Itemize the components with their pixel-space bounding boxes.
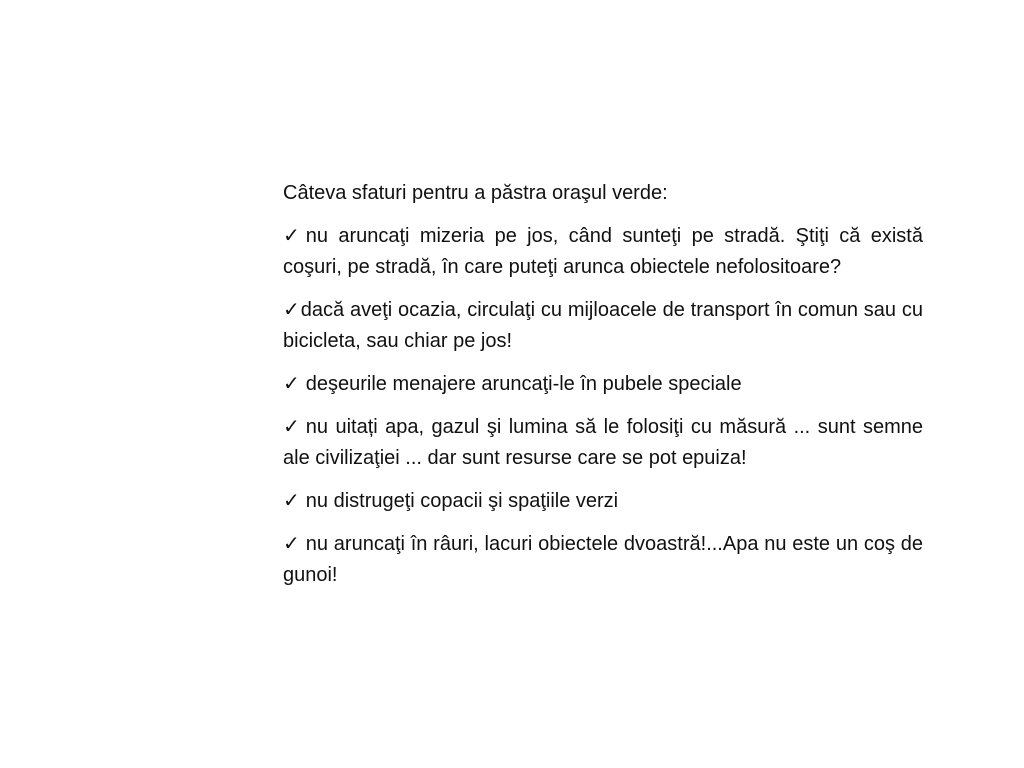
checkmark-icon: ✓ [283, 416, 300, 438]
tip-text: nu uitați apa, gazul şi lumina să le folosiţi cu măsură ... sunt semne ale civilizaţiei ... dar sunt resurse care se pot epuiza! [283, 416, 923, 469]
tip-item [283, 221, 923, 283]
tips-textbox [283, 178, 923, 603]
checkmark-icon: ✓ [283, 373, 300, 395]
checkmark-icon: ✓ [283, 533, 300, 555]
intro-heading: Câteva sfaturi pentru a păstra oraşul verde: [283, 182, 668, 204]
tip-item [283, 369, 923, 400]
checkmark-icon: ✓ [283, 225, 300, 247]
tip-text: dacă aveţi ocazia, circulaţi cu mijloacele de transport în comun sau cu bicicleta, sau chiar pe jos! [283, 299, 923, 352]
checkmark-icon: ✓ [283, 299, 300, 321]
tip-item [283, 486, 923, 517]
tip-text: nu aruncaţi în râuri, lacuri obiectele dvoastră!...Apa nu este un coş de gunoi! [283, 533, 923, 586]
checkmark-icon: ✓ [283, 490, 300, 512]
tip-text: nu distrugeţi copacii şi spaţiile verzi [305, 490, 619, 512]
tip-item [283, 295, 923, 357]
tip-text: nu aruncaţi mizeria pe jos, când sunteţi pe stradă. Ştiţi că există coşuri, pe stradă, în care puteţi arunca obiectele nefolositoare? [283, 225, 923, 278]
tip-item [283, 412, 923, 474]
tip-text: deşeurile menajere aruncaţi-le în pubele speciale [305, 373, 742, 395]
tip-item [283, 529, 923, 591]
